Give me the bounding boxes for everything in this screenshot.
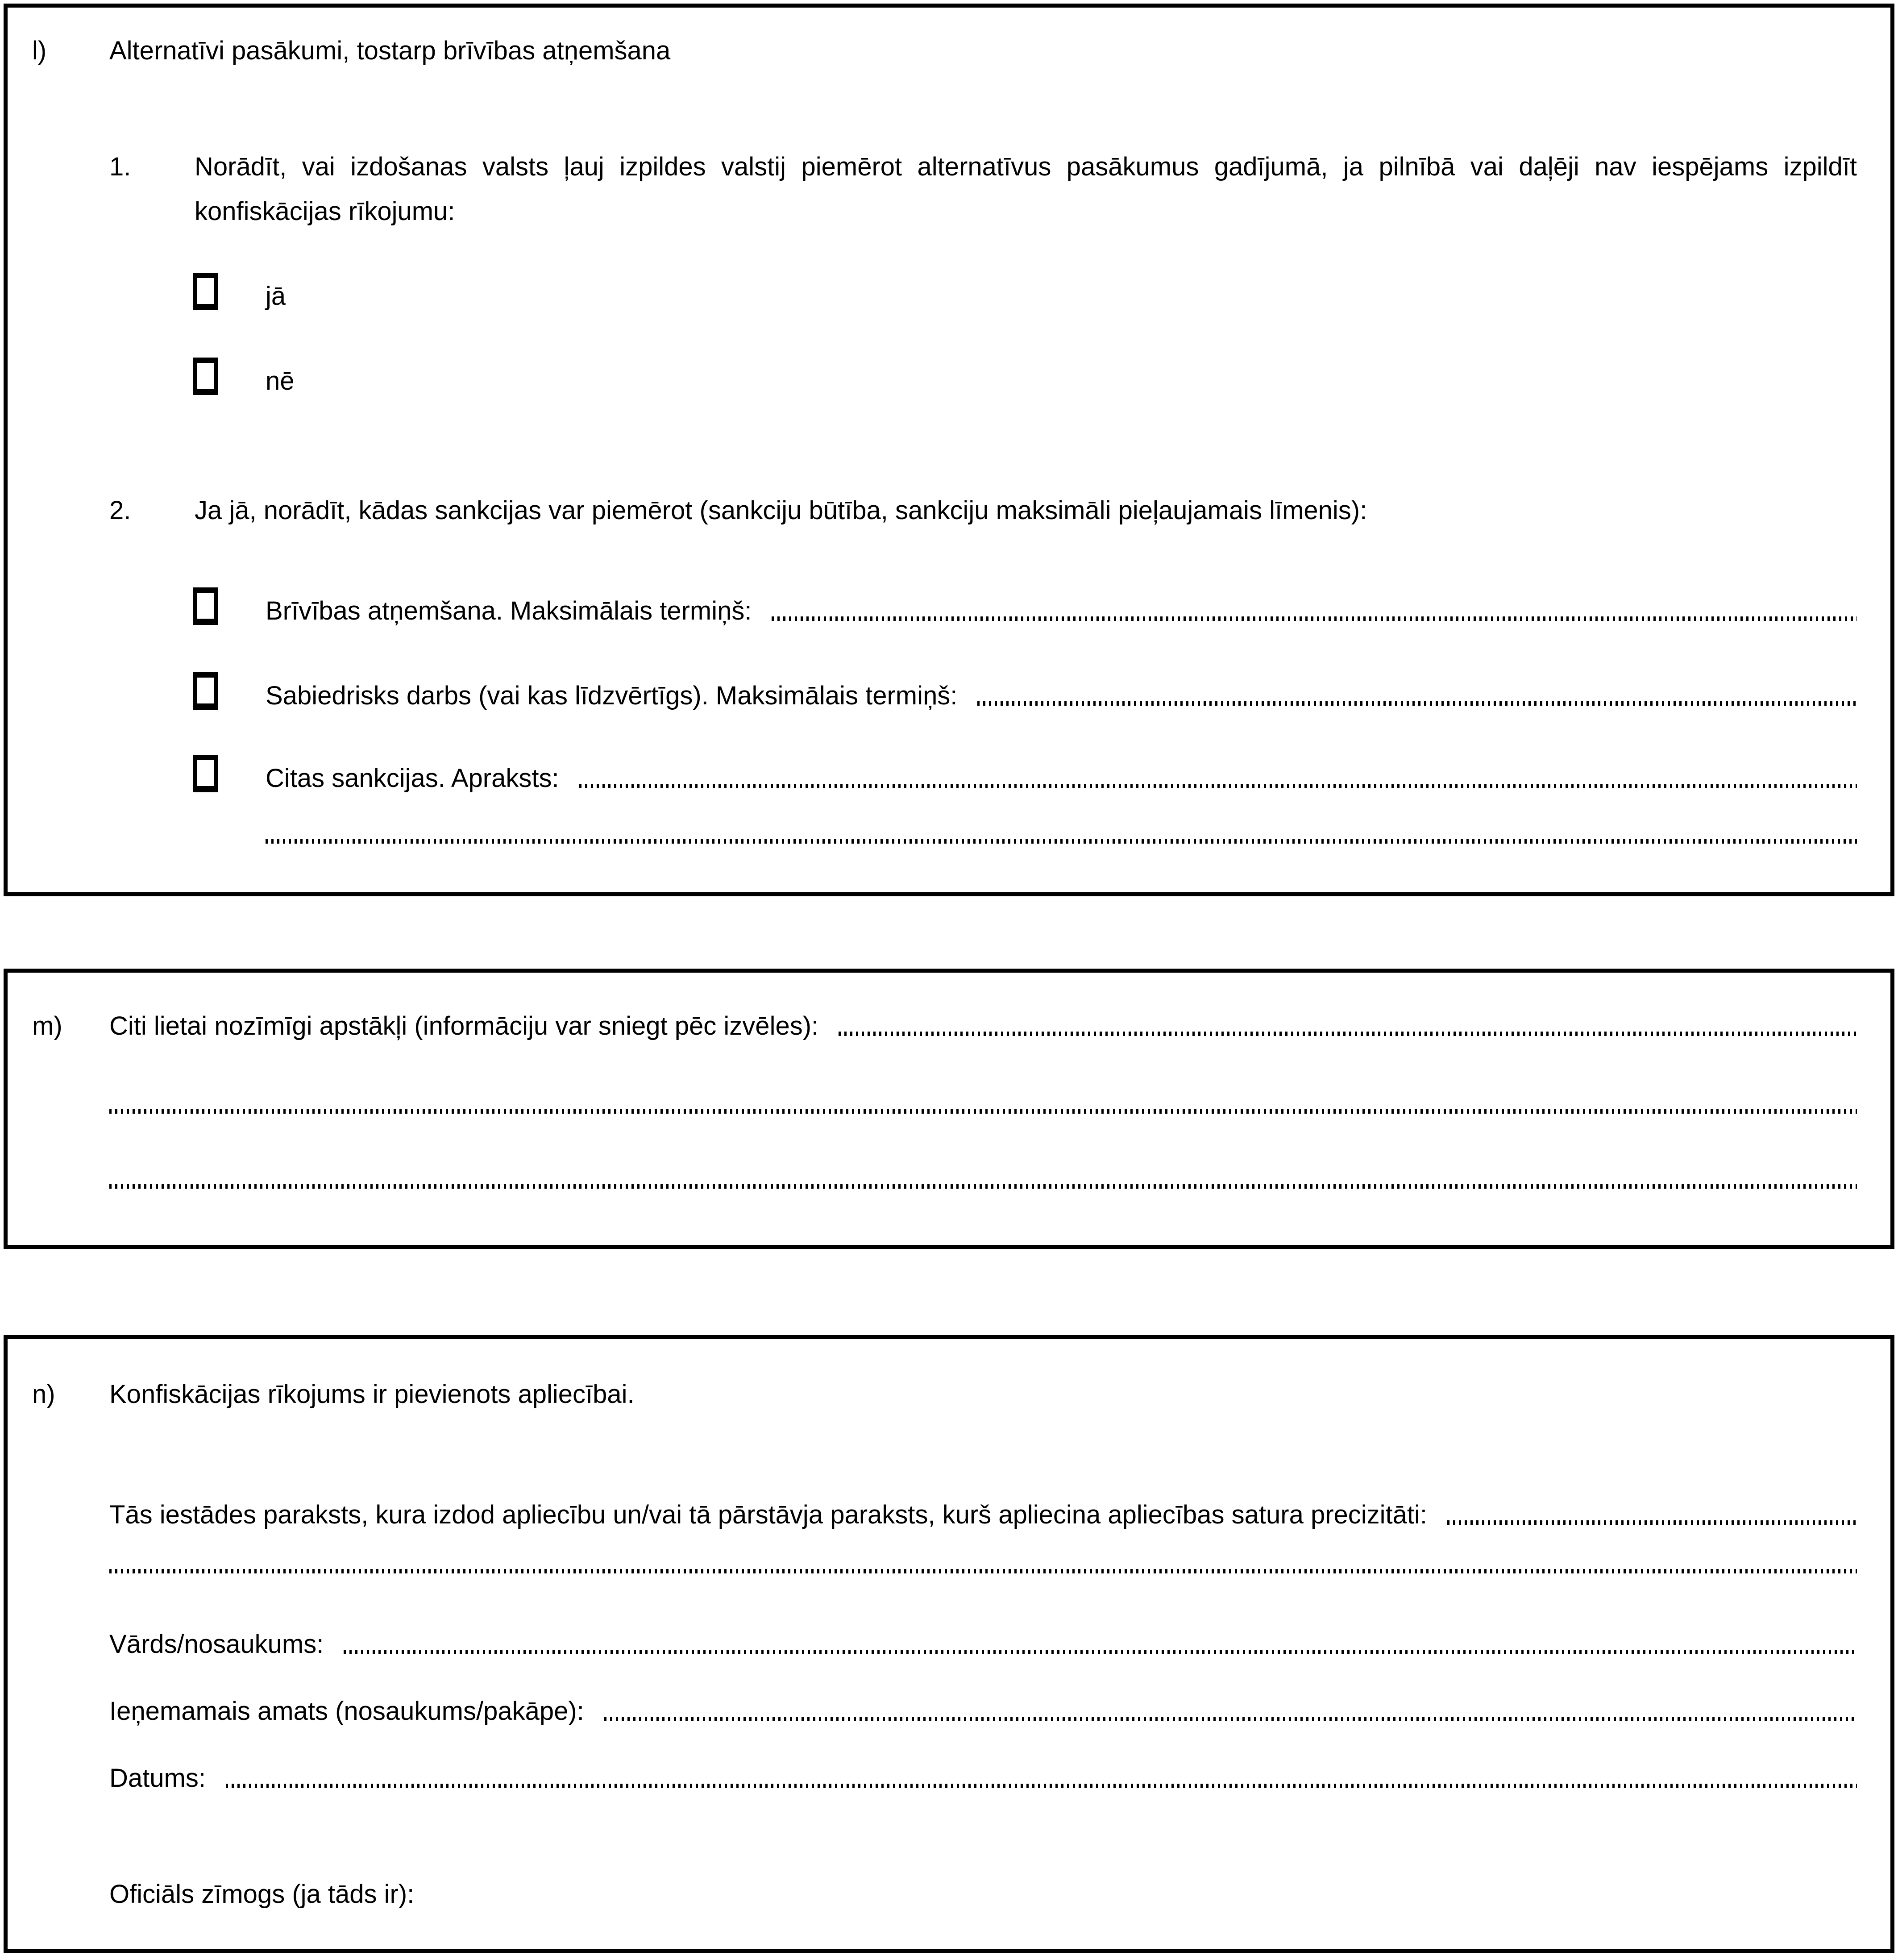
section-l-heading bbox=[32, 35, 1857, 67]
section-m-title: Citi lietai nozīmīgi apstākļi (informāciju var sniegt pēc izvēles): bbox=[109, 1011, 819, 1040]
name-label: Vārds/nosaukums: bbox=[109, 1630, 324, 1659]
citas-sankcijas-checkbox[interactable] bbox=[193, 755, 218, 792]
brivibas-max-term-field[interactable] bbox=[772, 616, 1857, 621]
section-m-label: m) bbox=[32, 1011, 62, 1040]
name-row bbox=[109, 1629, 1857, 1660]
item-2 bbox=[109, 495, 1857, 526]
ne-label: nē bbox=[266, 366, 295, 395]
citas-sankcijas-label: Citas sankcijas. Apraksts: bbox=[266, 764, 559, 793]
option-citas-sankcijas bbox=[193, 754, 1857, 794]
post-row bbox=[109, 1696, 1857, 1727]
option-brivibas-atnemsana bbox=[193, 587, 1857, 627]
signature-attestation-row bbox=[109, 1499, 1857, 1531]
post-label: Ieņemamais amats (nosaukums/pakāpe): bbox=[109, 1697, 584, 1726]
signature-field-continuation[interactable] bbox=[109, 1569, 1857, 1573]
item-1 bbox=[109, 145, 1857, 234]
section-m-field-line-3[interactable] bbox=[109, 1184, 1857, 1189]
section-l-title: Alternatīvi pasākumi, tostarp brīvības atņemšana bbox=[109, 36, 671, 65]
item-2-number: 2. bbox=[109, 496, 131, 525]
section-m-box bbox=[4, 969, 1894, 1249]
section-m-heading bbox=[32, 1011, 1857, 1042]
sabiedrisks-darbs-checkbox[interactable] bbox=[193, 672, 218, 710]
item-1-text: Norādīt, vai izdošanas valsts ļauj izpildes valstij piemērot alternatīvus pasākumus gadījumā, ja pilnībā vai daļēji nav iespējams izpildīt konfiskācijas rīkojumu: bbox=[195, 152, 1857, 226]
option-ne bbox=[193, 357, 1857, 397]
sabiedrisks-max-term-field[interactable] bbox=[977, 701, 1857, 706]
section-n-box bbox=[4, 1335, 1894, 1953]
section-l-box bbox=[4, 4, 1894, 896]
sabiedrisks-darbs-label: Sabiedrisks darbs (vai kas līdzvērtīgs). Maksimālais termiņš: bbox=[266, 681, 958, 710]
section-l-label: l) bbox=[32, 36, 47, 65]
brivibas-atnemsana-checkbox[interactable] bbox=[193, 587, 218, 625]
section-n-heading bbox=[32, 1379, 1857, 1410]
post-field[interactable] bbox=[604, 1717, 1857, 1721]
item-1-number: 1. bbox=[109, 152, 131, 181]
date-field[interactable] bbox=[226, 1784, 1857, 1788]
ne-checkbox[interactable] bbox=[193, 358, 218, 395]
certificate-page bbox=[0, 4, 1898, 1953]
date-label: Datums: bbox=[109, 1764, 206, 1793]
item-2-text: Ja jā, norādīt, kādas sankcijas var piemērot (sankciju būtība, sankciju maksimāli pieļaujamais līmenis): bbox=[195, 496, 1367, 525]
ja-label: jā bbox=[266, 282, 286, 311]
citas-apraksts-field[interactable] bbox=[579, 784, 1857, 788]
official-stamp-label: Oficiāls zīmogs (ja tāds ir): bbox=[109, 1880, 415, 1909]
option-sabiedrisks-darbs bbox=[193, 671, 1857, 712]
section-n-label: n) bbox=[32, 1380, 55, 1409]
section-n-title: Konfiskācijas rīkojums ir pievienots apliecībai. bbox=[109, 1380, 635, 1409]
signature-field[interactable] bbox=[1447, 1520, 1857, 1525]
option-ja bbox=[193, 272, 1857, 312]
name-field[interactable] bbox=[344, 1650, 1857, 1654]
citas-apraksts-continuation-field[interactable] bbox=[266, 839, 1857, 844]
ja-checkbox[interactable] bbox=[193, 273, 218, 310]
section-m-field-line-2[interactable] bbox=[109, 1109, 1857, 1114]
brivibas-atnemsana-label: Brīvības atņemšana. Maksimālais termiņš: bbox=[266, 596, 752, 625]
date-row bbox=[109, 1763, 1857, 1794]
section-m-field[interactable] bbox=[839, 1032, 1857, 1036]
signature-attestation-label: Tās iestādes paraksts, kura izdod apliecību un/vai tā pārstāvja paraksts, kurš apliecina apliecības satura precizitāti: bbox=[109, 1500, 1428, 1529]
